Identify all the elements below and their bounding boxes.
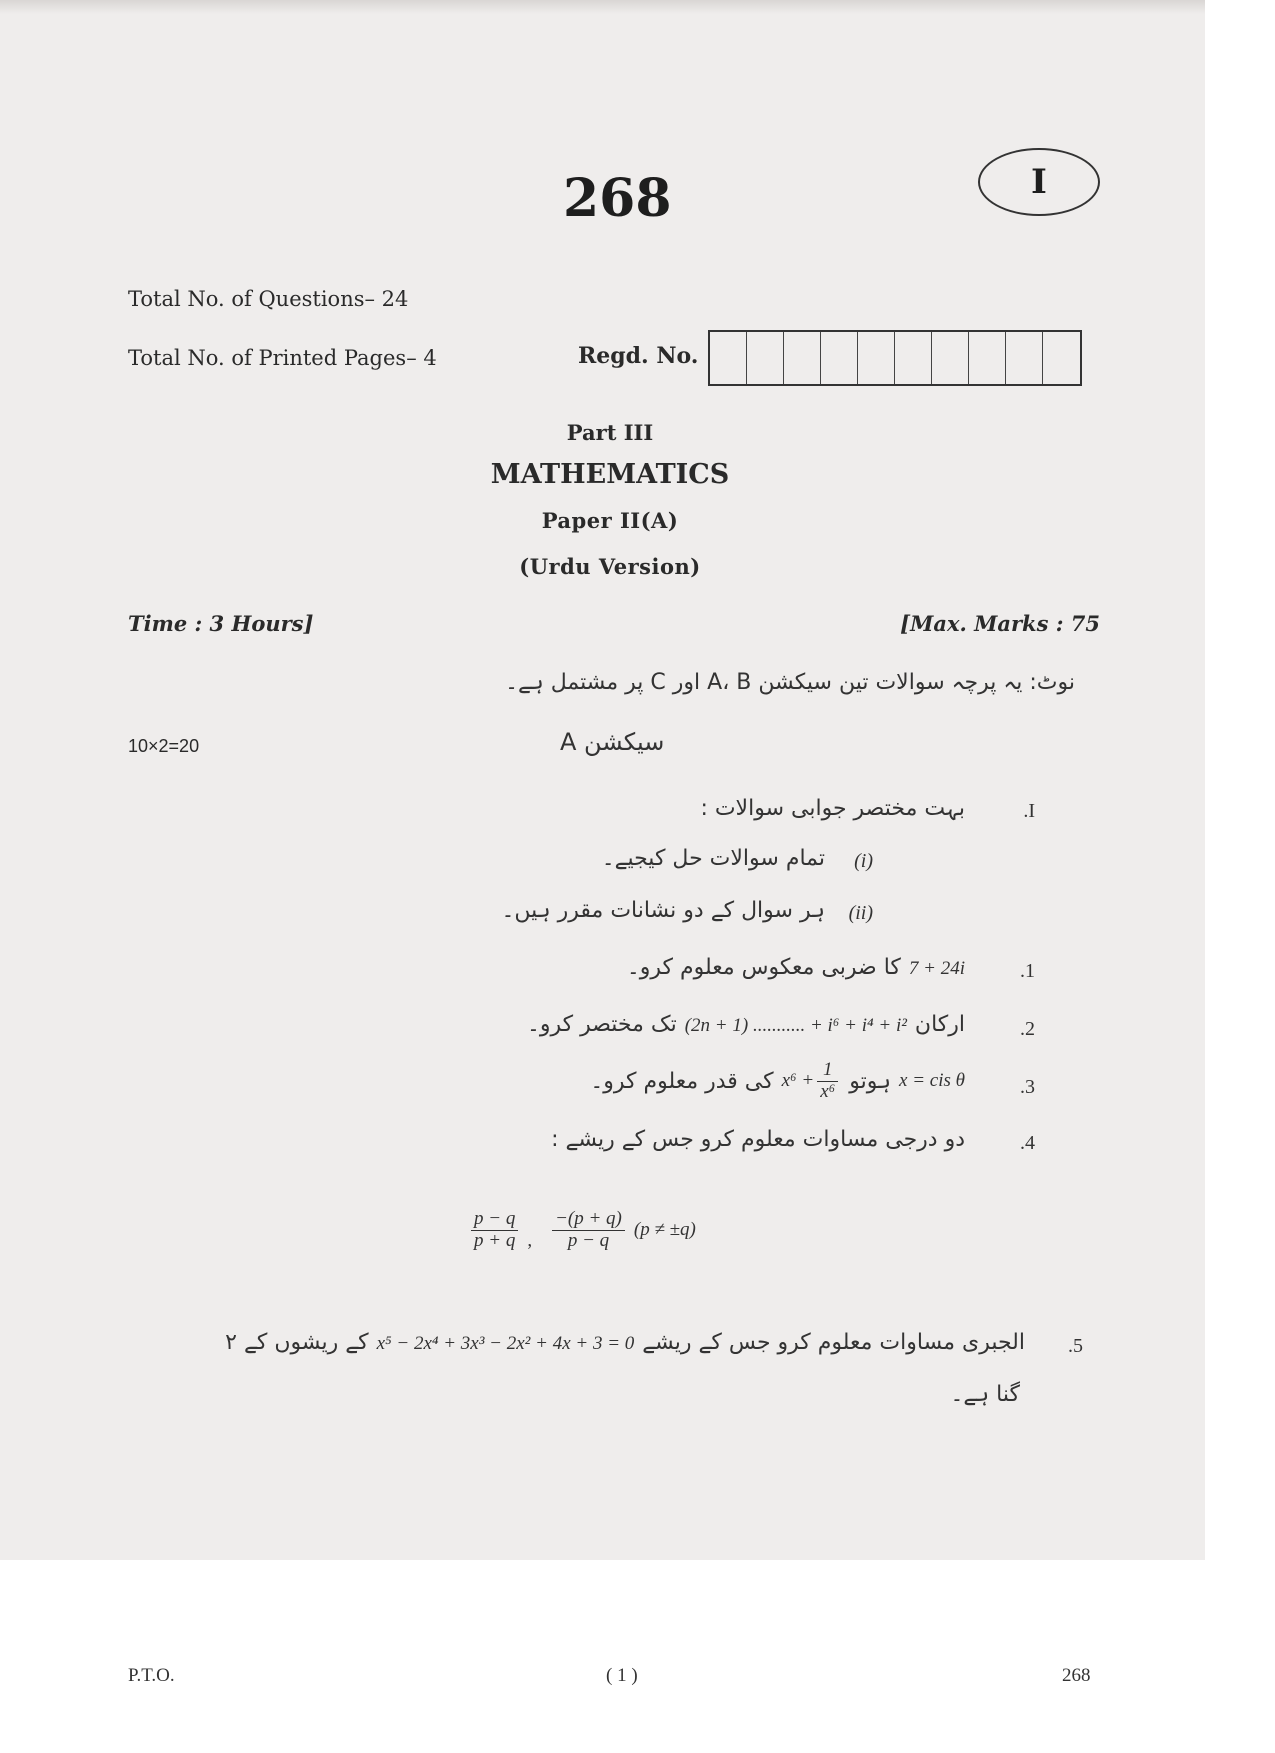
question-2-text: تک مختصر کرو۔ <box>526 1012 677 1037</box>
footer-page-number: ( 1 ) <box>606 1665 638 1686</box>
question-5-text-a: الجبری مساوات معلوم کرو جس کے ریشے <box>642 1330 1025 1355</box>
question-1 <box>627 955 965 980</box>
root-2-num: −(p + q) <box>552 1209 625 1231</box>
section-heading: سیکشن A <box>560 728 665 756</box>
question-3-term: x⁶ + <box>781 1070 815 1092</box>
paper-title: Paper II(A) <box>541 508 679 533</box>
regd-no-label: Regd. No. <box>578 343 699 369</box>
paper-code: 268 <box>563 168 672 229</box>
question-2-number: .2 <box>1020 1018 1035 1040</box>
max-marks: [Max. Marks : 75 <box>900 611 1100 636</box>
question-5-text-c: گنا ہے۔ <box>950 1382 1020 1407</box>
root-1-num: p − q <box>471 1209 518 1231</box>
instruction-number: .I <box>1023 800 1035 822</box>
regd-digit-box[interactable] <box>1006 332 1043 384</box>
regd-no-boxes[interactable] <box>708 330 1082 386</box>
question-2 <box>527 1012 965 1037</box>
question-3-number: .3 <box>1020 1076 1035 1098</box>
question-1-math: 7 + 24i <box>908 958 965 979</box>
regd-digit-box[interactable] <box>895 332 932 384</box>
question-3-frac-den: x⁶ <box>820 1080 836 1102</box>
regd-digit-box[interactable] <box>1043 332 1080 384</box>
root-2-den: p − q <box>567 1229 610 1251</box>
regd-digit-box[interactable] <box>821 332 858 384</box>
subject-title: MATHEMATICS <box>490 459 730 490</box>
question-4-roots <box>468 1208 696 1252</box>
question-3-mid: ہوتو <box>849 1068 892 1094</box>
question-5-math: x⁵ − 2x⁴ + 3x³ − 2x² + 4x + 3 = 0 <box>376 1333 635 1354</box>
question-3 <box>590 1060 965 1103</box>
question-2-prefix: ارکان <box>914 1012 965 1037</box>
marks-allocation: 10×2=20 <box>128 736 200 756</box>
roots-condition: (p ≠ ±q) <box>633 1219 696 1240</box>
question-3-math-a: x = cis θ <box>899 1070 965 1092</box>
total-printed-pages: Total No. of Printed Pages– 4 <box>128 346 437 370</box>
regd-digit-box[interactable] <box>969 332 1006 384</box>
question-1-number: .1 <box>1020 960 1035 982</box>
question-3-math-b <box>782 1060 842 1103</box>
root-2-fraction <box>552 1209 625 1252</box>
regd-digit-box[interactable] <box>784 332 821 384</box>
regd-digit-box[interactable] <box>858 332 895 384</box>
question-5 <box>225 1330 1025 1355</box>
question-2-math: (2n + 1) ........... + i⁶ + i⁴ + i² <box>684 1015 907 1036</box>
instruction-item-number: (ii) <box>848 902 873 924</box>
regd-digit-box[interactable] <box>932 332 969 384</box>
root-1-den: p + q <box>474 1229 516 1251</box>
footer-pto: P.T.O. <box>128 1665 175 1686</box>
question-5-number: .5 <box>1068 1335 1083 1357</box>
paper-note: نوٹ: یہ پرچہ سوالات تین سیکشن A، B اور C پر مشتمل ہے۔ <box>505 670 1075 695</box>
set-code-badge: I <box>978 148 1100 216</box>
instruction-item-number: (i) <box>854 850 873 872</box>
root-1-fraction <box>471 1209 518 1252</box>
part-title: Part III <box>566 420 654 445</box>
time-duration: Time : 3 Hours] <box>128 611 314 636</box>
footer-paper-code: 268 <box>1062 1665 1091 1686</box>
roots-separator: , <box>527 1230 533 1251</box>
question-4-number: .4 <box>1020 1132 1035 1154</box>
question-4-text: دو درجی مساوات معلوم کرو جس کے ریشے : <box>551 1127 965 1152</box>
question-3-frac-num: 1 <box>817 1060 838 1082</box>
regd-digit-box[interactable] <box>747 332 784 384</box>
version-title: (Urdu Version) <box>519 554 701 579</box>
question-3-text: کی قدر معلوم کرو۔ <box>590 1068 774 1094</box>
question-3-fraction <box>817 1060 838 1103</box>
instruction-item-text: تمام سوالات حل کیجیے۔ <box>601 846 825 871</box>
question-5-text-b: کے ریشوں کے ۲ <box>225 1330 369 1355</box>
question-1-text: کا ضربی معکوس معلوم کرو۔ <box>626 955 901 980</box>
instruction-item-text: ہر سوال کے دو نشانات مقرر ہیں۔ <box>501 898 825 923</box>
total-questions: Total No. of Questions– 24 <box>128 287 409 311</box>
regd-digit-box[interactable] <box>710 332 747 384</box>
instruction-heading: بہت مختصر جوابی سوالات : <box>700 796 965 821</box>
